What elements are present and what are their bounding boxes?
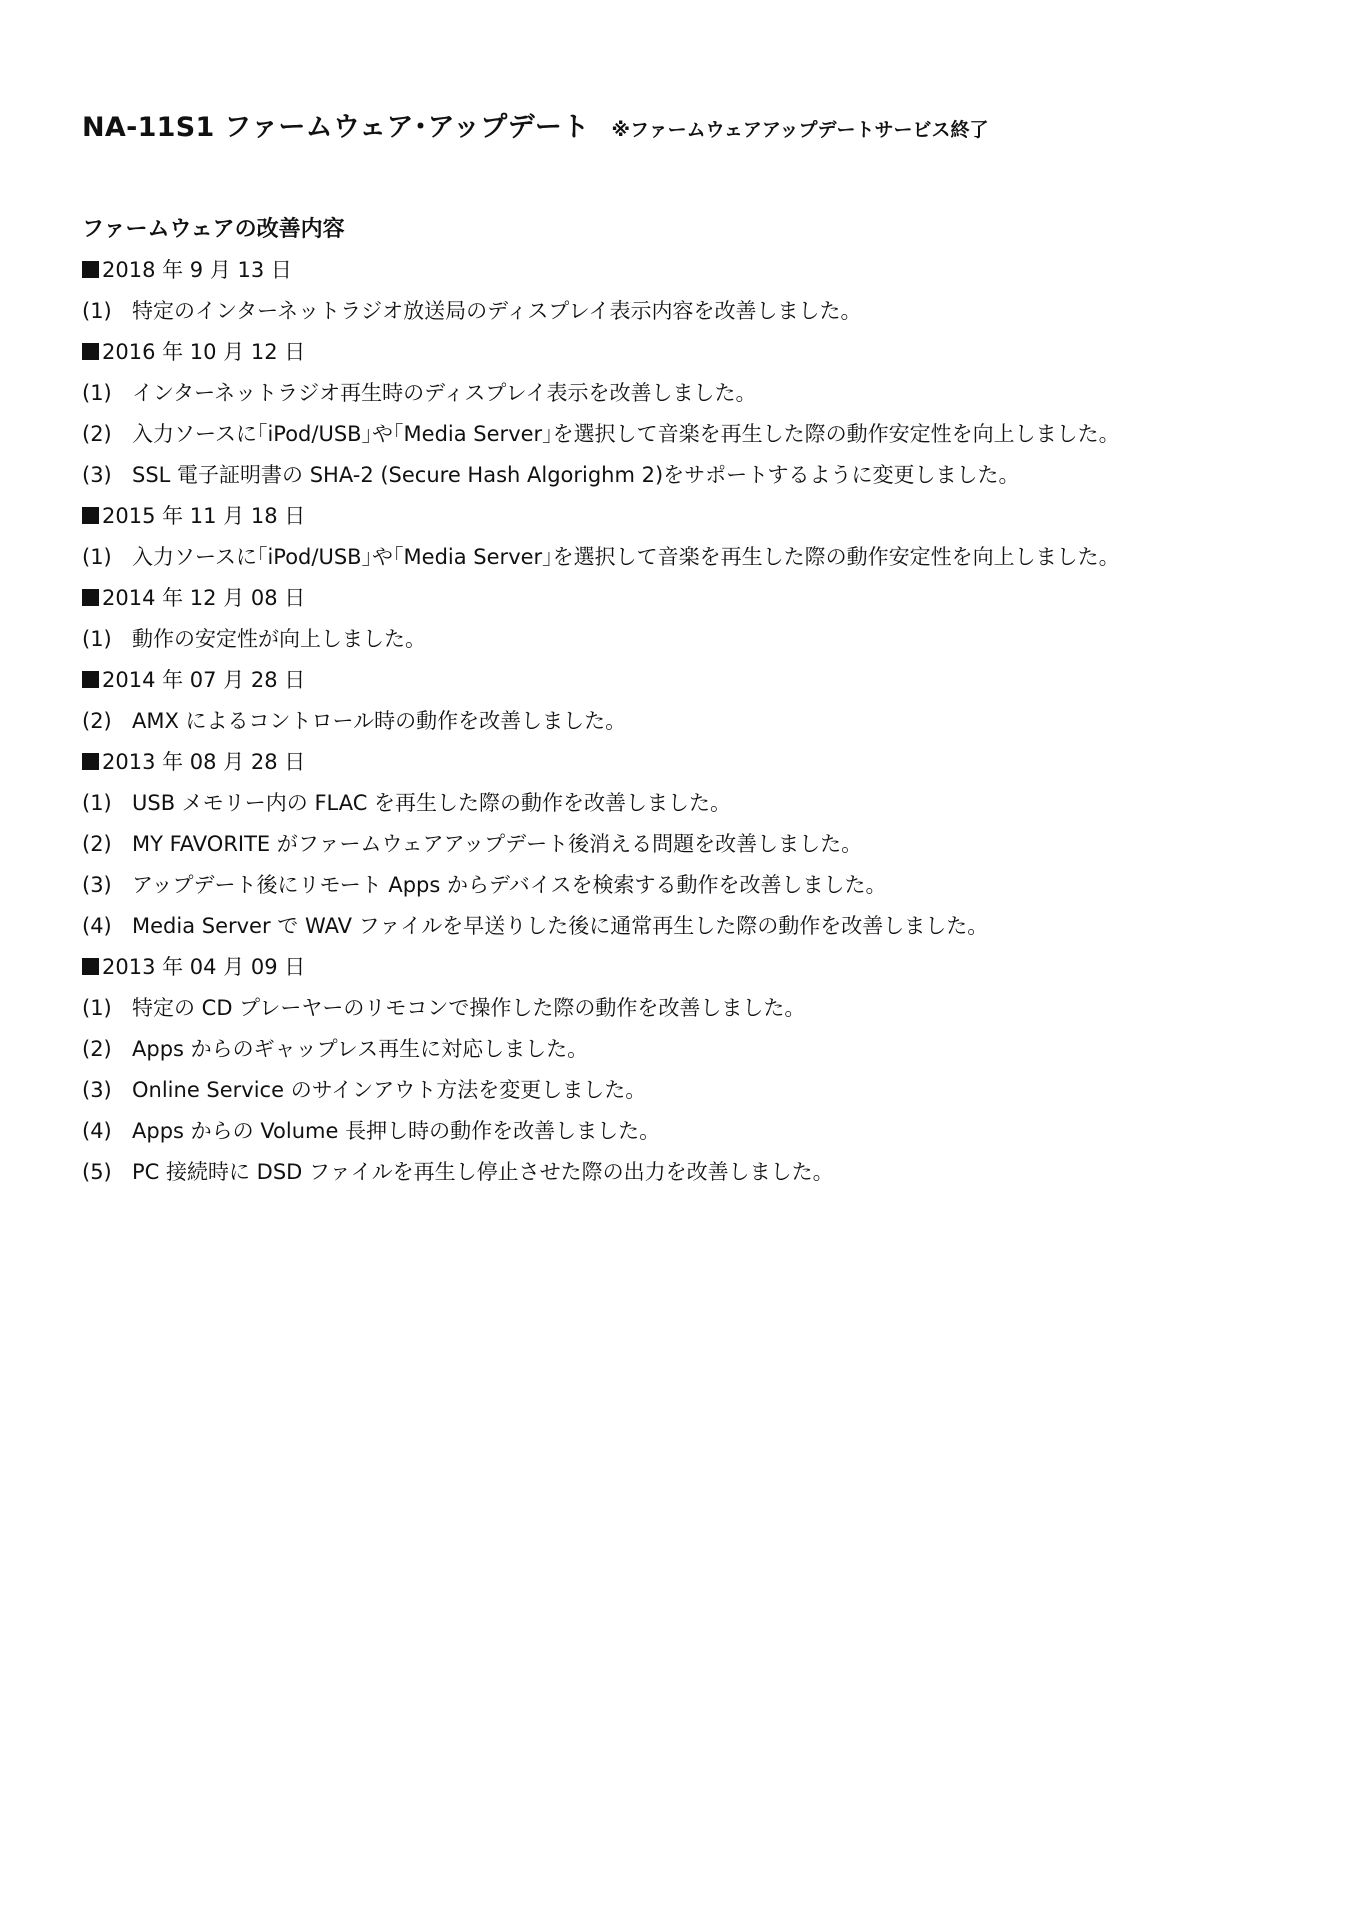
item-text: インターネットラジオ再生時のディスプレイ表示を改善しました。 [132, 381, 757, 405]
item-number: (4) [82, 1119, 112, 1143]
change-item [82, 373, 1282, 414]
change-item [82, 906, 1282, 947]
change-item [82, 783, 1282, 824]
item-number: (1) [82, 381, 112, 405]
service-end-notice: ※ファームウェアアップデートサービス終了 [611, 119, 989, 141]
change-item [82, 865, 1282, 906]
document-title: NA-11S1 ファームウェア･アップデート [82, 112, 590, 143]
change-item [82, 537, 1282, 578]
item-number: (2) [82, 422, 112, 446]
release-date-line [82, 578, 1282, 619]
item-text: Apps からの Volume 長押し時の動作を改善しました。 [132, 1119, 661, 1143]
release-date-line [82, 742, 1282, 783]
change-item [82, 414, 1282, 455]
item-number: (3) [82, 463, 112, 487]
item-text: USB メモリー内の FLAC を再生した際の動作を改善しました。 [132, 791, 732, 815]
square-bullet-icon [82, 261, 99, 278]
item-text: アップデート後にリモート Apps からデバイスを検索する動作を改善しました。 [132, 873, 887, 897]
change-item [82, 988, 1282, 1029]
item-number: (2) [82, 1037, 112, 1061]
item-text: Online Service のサインアウト方法を変更しました。 [132, 1078, 647, 1102]
change-item [82, 619, 1282, 660]
section-heading: ファームウェアの改善内容 [82, 217, 345, 242]
item-number: (3) [82, 873, 112, 897]
square-bullet-icon [82, 343, 99, 360]
square-bullet-icon [82, 507, 99, 524]
item-text: 入力ソースに｢iPod/USB｣や｢Media Server｣を選択して音楽を再生した際の動作安定性を向上しました。 [132, 545, 1120, 569]
change-item [82, 1111, 1282, 1152]
change-item [82, 291, 1282, 332]
release-date: 2018 年 9 月 13 日 [102, 258, 292, 282]
release-date: 2014 年 12 月 08 日 [102, 586, 306, 610]
release-date: 2016 年 10 月 12 日 [102, 340, 306, 364]
item-text: 動作の安定性が向上しました。 [132, 627, 426, 651]
item-text: SSL 電子証明書の SHA-2 (Secure Hash Algorighm 2)をサポートするように変更しました。 [132, 463, 1020, 487]
item-text: MY FAVORITE がファームウェアアップデート後消える問題を改善しました。 [132, 832, 863, 856]
release-date: 2013 年 04 月 09 日 [102, 955, 306, 979]
item-number: (2) [82, 832, 112, 856]
change-item [82, 455, 1282, 496]
title-row [82, 105, 1282, 144]
item-number: (5) [82, 1160, 112, 1184]
item-number: (4) [82, 914, 112, 938]
release-date: 2013 年 08 月 28 日 [102, 750, 306, 774]
release-date: 2014 年 07 月 28 日 [102, 668, 306, 692]
square-bullet-icon [82, 589, 99, 606]
release-date-line [82, 250, 1282, 291]
release-date-line [82, 332, 1282, 373]
square-bullet-icon [82, 753, 99, 770]
item-number: (1) [82, 627, 112, 651]
change-item [82, 701, 1282, 742]
change-item [82, 1029, 1282, 1070]
item-number: (1) [82, 299, 112, 323]
square-bullet-icon [82, 958, 99, 975]
release-date-line [82, 496, 1282, 537]
change-item [82, 1070, 1282, 1111]
item-number: (1) [82, 996, 112, 1020]
item-text: PC 接続時に DSD ファイルを再生し停止させた際の出力を改善しました。 [132, 1160, 834, 1184]
changelog-content [82, 209, 1282, 1193]
change-item [82, 1152, 1282, 1193]
item-text: AMX によるコントロール時の動作を改善しました。 [132, 709, 627, 733]
item-text: 特定のインターネットラジオ放送局のディスプレイ表示内容を改善しました。 [132, 299, 862, 323]
item-number: (2) [82, 709, 112, 733]
release-date-line [82, 947, 1282, 988]
item-text: 特定の CD プレーヤーのリモコンで操作した際の動作を改善しました。 [132, 996, 806, 1020]
square-bullet-icon [82, 671, 99, 688]
item-text: Apps からのギャップレス再生に対応しました。 [132, 1037, 589, 1061]
change-item [82, 824, 1282, 865]
item-number: (1) [82, 791, 112, 815]
item-text: 入力ソースに｢iPod/USB｣や｢Media Server｣を選択して音楽を再生した際の動作安定性を向上しました。 [132, 422, 1120, 446]
release-date-line [82, 660, 1282, 701]
item-number: (1) [82, 545, 112, 569]
release-date: 2015 年 11 月 18 日 [102, 504, 306, 528]
item-number: (3) [82, 1078, 112, 1102]
item-text: Media Server で WAV ファイルを早送りした後に通常再生した際の動作を改善しました。 [132, 914, 989, 938]
